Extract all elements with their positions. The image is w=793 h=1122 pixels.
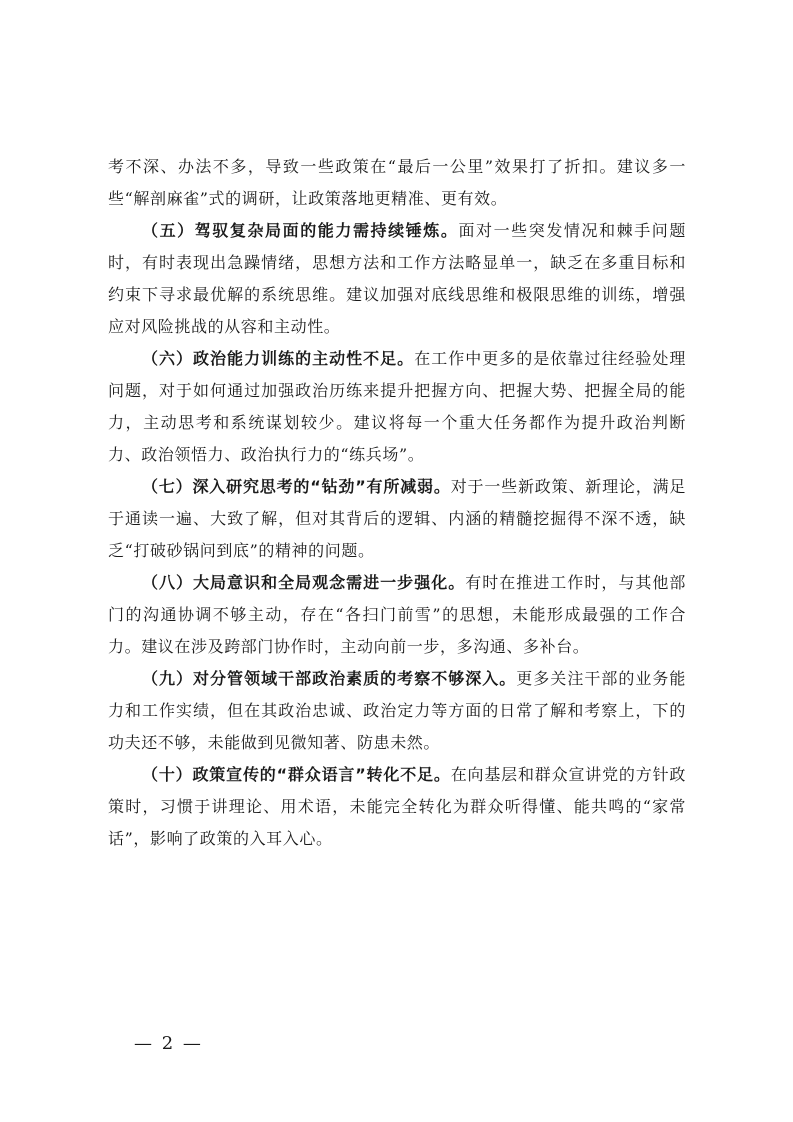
paragraph-heading: （七）深入研究思考的“钻劲”有所减弱。 — [142, 477, 451, 496]
paragraph-heading: （九）对分管领域干部政治素质的考察不够深入。 — [142, 669, 517, 688]
paragraph-text: 面对一些突发情况和棘手问题时，有时表现出急躁情绪，思想方法和工作方法略显单一，缺乏在多重目标和约束下寻求最优解的系统思维。建议加强对底线思维和极限思维的训练，增强应对风险挑战的从容和主动性。 — [108, 221, 686, 336]
paragraph-continued — [108, 151, 686, 215]
paragraph-heading: （八）大局意识和全局观念需进一步强化。 — [142, 573, 466, 592]
paragraph-text: 考不深、办法不多，导致一些政策在“最后一公里”效果打了折扣。建议多一些“解剖麻雀”式的调研，让政策落地更精准、更有效。 — [108, 157, 686, 208]
page-number: — 2 — — [134, 1033, 203, 1054]
paragraph-item-5 — [108, 215, 686, 343]
paragraph-text: 更多关注干部的业务能力和工作实绩，但在其政治忠诚、政治定力等方面的日常了解和考察上，下的功夫还不够，未能做到见微知著、防患未然。 — [108, 669, 686, 752]
paragraph-item-9 — [108, 663, 686, 759]
paragraph-heading: （五）驾驭复杂局面的能力需持续锤炼。 — [142, 221, 459, 240]
document-body — [108, 151, 686, 855]
paragraph-item-10 — [108, 759, 686, 855]
paragraph-heading: （十）政策宣传的“群众语言”转化不足。 — [142, 765, 451, 784]
paragraph-text: 在工作中更多的是依靠过往经验处理问题，对于如何通过加强政治历练来提升把握方向、把握大势、把握全局的能力，主动思考和系统谋划较少。建议将每一个重大任务都作为提升政治判断力、政治领悟力、政治执行力的“练兵场”。 — [108, 349, 686, 464]
paragraph-item-6 — [108, 343, 686, 471]
paragraph-text: 对于一些新政策、新理论，满足于通读一遍、大致了解，但对其背后的逻辑、内涵的精髓挖掘得不深不透，缺乏“打破砂锅问到底”的精神的问题。 — [108, 477, 686, 560]
paragraph-item-8 — [108, 567, 686, 663]
paragraph-text: 在向基层和群众宣讲党的方针政策时，习惯于讲理论、用术语，未能完全转化为群众听得懂、能共鸣的“家常话”，影响了政策的入耳入心。 — [108, 765, 686, 848]
paragraph-item-7 — [108, 471, 686, 567]
paragraph-heading: （六）政治能力训练的主动性不足。 — [142, 349, 415, 368]
paragraph-text: 有时在推进工作时，与其他部门的沟通协调不够主动，存在“各扫门前雪”的思想，未能形成最强的工作合力。建议在涉及跨部门协作时，主动向前一步，多沟通、多补台。 — [108, 573, 686, 656]
